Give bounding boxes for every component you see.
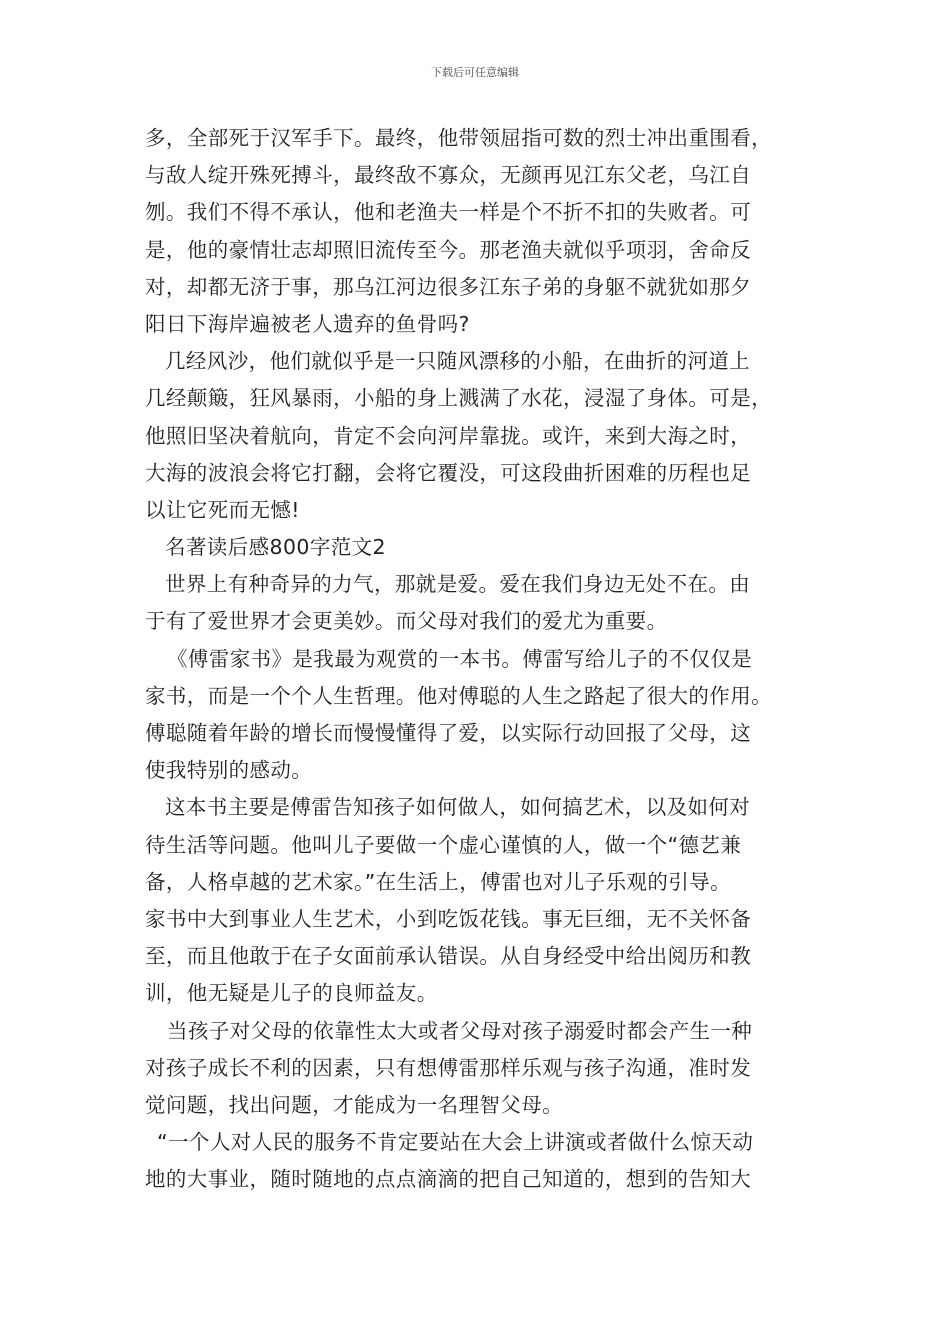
text-line: 多，全部死于汉军手下。最终，他带领屈指可数的烈士冲出重围看，: [145, 126, 772, 150]
page-header: 下载后可任意编辑: [431, 66, 519, 79]
text-line: 世界上有种奇异的力气，那就是爱。爱在我们身边无处不在。由: [165, 572, 751, 597]
text-line: 是，他的豪情壮志却照旧流传至今。那老渔夫就似乎项羽，舍命反: [145, 237, 752, 262]
text-line: 地的大事业，随时随地的点点滴滴的把自己知道的，想到的告知大: [145, 1167, 752, 1192]
text-line: 这本书主要是傅雷告知孩子如何做人，如何搞艺术，以及如何对: [165, 795, 751, 820]
text-line: 备，人格卓越的艺术家。”在生活上，傅雷也对儿子乐观的引导。: [145, 869, 731, 894]
text-line: 当孩子对父母的依靠性太大或者父母对孩子溺爱时都会产生一种: [167, 1018, 753, 1043]
text-line: 以让它死而无憾!: [145, 497, 300, 522]
body-text: [145, 120, 815, 1198]
text-line: 他照旧坚决着航向，肯定不会向河岸靠拢。或许，来到大海之时，: [145, 423, 752, 448]
text-line: 觉问题，找出问题，才能成为一名理智父母。: [145, 1092, 563, 1117]
text-line: 至，而且他敢于在子女面前承认错误。从自身经受中给出阅历和教: [145, 944, 752, 969]
text-line: 对，却都无济于事，那乌江河边很多江东子弟的身躯不就犹如那夕: [145, 274, 752, 299]
text-line: 待生活等问题。他叫儿子要做一个虚心谨慎的人，做一个“德艺兼: [145, 832, 742, 857]
text-line: 傅聪随着年龄的增长而慢慢懂得了爱，以实际行动回报了父母，这: [145, 721, 752, 745]
text-line: 使我特别的感动。: [145, 758, 313, 783]
text-line: 训，他无疑是儿子的良师益友。: [145, 981, 438, 1006]
text-line: 《傅雷家书》是我最为观赏的一本书。傅雷写给儿子的不仅仅是: [167, 646, 753, 671]
text-line: 几经颠簸，狂风暴雨，小船的身上溅满了水花，浸湿了身体。可是，: [145, 386, 772, 411]
text-line: 大海的波浪会将它打翻，会将它覆没，可这段曲折困难的历程也足: [145, 460, 752, 485]
text-line: 阳日下海岸遍被老人遗弃的鱼骨吗?: [145, 311, 470, 336]
text-line: “一个人对人民的服务不肯定要站在大会上讲演或者做什么惊天动: [157, 1130, 754, 1155]
text-line: 于有了爱世界才会更美妙。而父母对我们的爱尤为重要。: [145, 609, 668, 634]
text-line: 与敌人绽开殊死搏斗，最终敌不寡众，无颜再见江东父老，乌江自: [145, 163, 752, 188]
text-line: 家书，而是一个个人生哲理。他对傅聪的人生之路起了很大的作用。: [145, 683, 772, 708]
section-heading: 名著读后感800字范文2: [165, 535, 386, 560]
text-line: 对孩子成长不利的因素，只有想傅雷那样乐观与孩子沟通，准时发: [145, 1055, 752, 1080]
text-line: 刎。我们不得不承认，他和老渔夫一样是个不折不扣的失败者。可: [145, 200, 752, 225]
text-line: 家书中大到事业人生艺术，小到吃饭花钱。事无巨细，无不关怀备: [145, 906, 752, 931]
text-line: 几经风沙，他们就似乎是一只随风漂移的小船，在曲折的河道上: [165, 349, 751, 374]
